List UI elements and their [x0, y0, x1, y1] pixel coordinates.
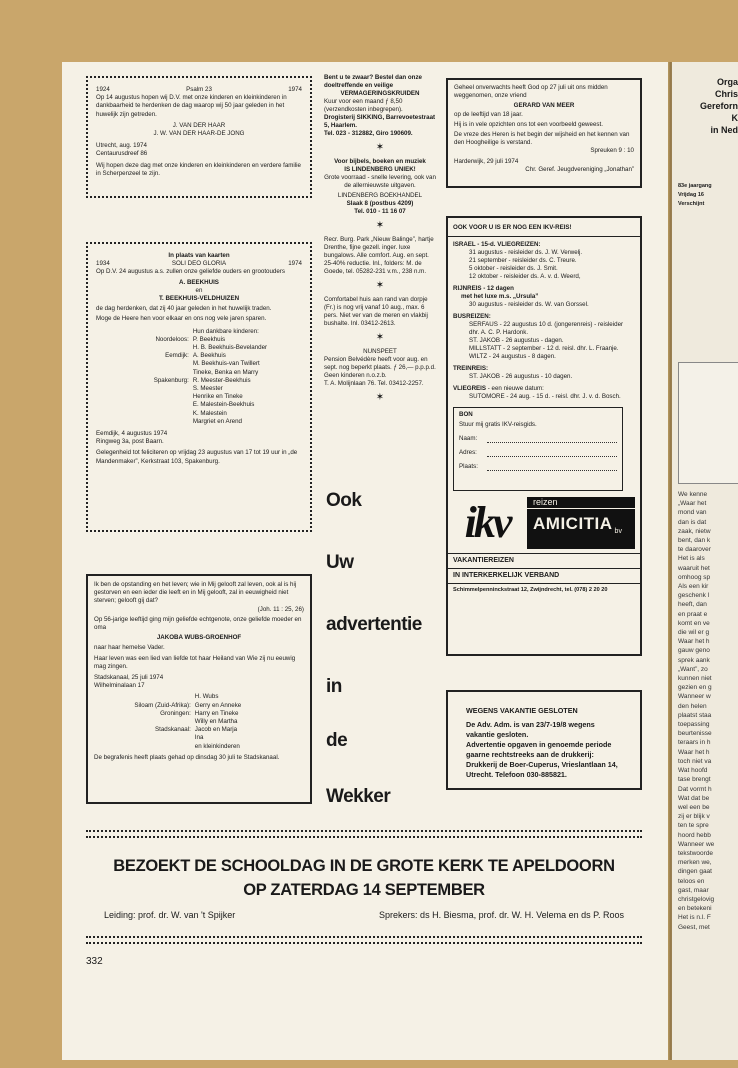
star-separator-icon: ✶	[375, 392, 385, 403]
right-page-body-line: dingen gaat	[678, 868, 712, 876]
big-word-de: de	[326, 730, 348, 751]
ikv-rijn-sub: met het luxe m.s. „Ursula”	[461, 293, 539, 300]
right-page-body-line: gezien en g	[678, 684, 712, 692]
ikv-divider	[448, 236, 640, 237]
right-page-meta-line: 83e jaargang	[678, 183, 712, 189]
right-page-body-line: Dat vormt h	[678, 785, 712, 793]
ann2-closing: Gelegenheid tot feliciteren op vrijdag 23 augustus van 17 tot 19 uur in „de Mandenmaker”, Kerkstraat 103, Spakenburg.	[96, 449, 298, 465]
ikv-vlieg-title: VLIEGREIS	[453, 385, 487, 392]
family-names	[195, 702, 304, 710]
family-names	[195, 710, 304, 726]
ann2-yearline	[96, 260, 302, 268]
ikv-trip-item: ST. JAKOB - 26 augustus - dagen.	[469, 337, 564, 344]
coupon-city-row[interactable]	[459, 463, 617, 471]
right-page-meta	[678, 182, 712, 209]
ann1-closing: Wij hopen deze dag met onze kinderen en kleinkinderen en verdere familie in Scherpenzeel te zijn.	[96, 161, 301, 177]
right-page-body-line: zaak, nietw	[678, 527, 711, 535]
right-page-body-line: komt en ve	[678, 619, 710, 627]
ann1-place: Utrecht, aug. 1974	[96, 142, 147, 150]
right-page-body-line: beurtenisse	[678, 730, 712, 738]
ikv-trip-item: 21 september - reisleider ds. C. Treure.	[469, 257, 577, 264]
ikv-vlieg-list	[453, 393, 635, 401]
right-page-body-line: Als een kir	[678, 583, 709, 591]
ann3-text: Op 56-jarige leeftijd ging mijn geliefde echtgenote, onze geliefde moeder en oma	[94, 615, 302, 632]
ann2-place: Eemdijk, 4 augustus 1974	[96, 430, 168, 438]
ann1-addr: Centaurusdreef 86	[96, 150, 148, 158]
meer-text: Geheel onverwachts heeft God op 27 juli uit ons midden weggenomen, onze vriend	[454, 84, 608, 100]
big-word-in: in	[326, 676, 342, 697]
ikv-bus-title: BUSREIZEN:	[453, 313, 491, 320]
ikv-vlieg-line	[453, 385, 635, 393]
ikv-trip-item: 31 augustus - reisleider ds. J. W. Verwelj.	[469, 249, 583, 256]
ann1-psalm: Psalm 23	[186, 86, 212, 93]
family-name: H. B. Beekhuis-Bevelander	[192, 344, 268, 352]
right-page-header-line: in Ned	[710, 125, 738, 135]
right-page-body-line: We kenne	[678, 491, 708, 498]
banner-line2: OP ZATERDAG 14 SEPTEMBER	[243, 881, 485, 899]
right-page-body-line: Wat hoofd	[678, 767, 708, 775]
schooldag-banner	[86, 840, 642, 920]
ad2-text: Grote voorraad - snelle levering, ook van de allernieuwste uitgaven.	[324, 174, 436, 189]
ikv-trip-item: WILTZ - 24 augustus - 8 dagen.	[469, 353, 556, 360]
meer-age: op de leeftijd van 18 jaar.	[454, 110, 523, 118]
right-page-body-line: merken we,	[678, 859, 712, 867]
ikv-rijn-list	[453, 301, 635, 309]
obituary-gerard-van-meer	[446, 78, 642, 188]
right-page-header-line: Chris	[714, 89, 738, 99]
amicitia-line	[527, 509, 635, 539]
coupon-address-row[interactable]	[459, 449, 617, 457]
right-page-body-line: gast, maar	[678, 886, 709, 894]
right-page-body-line: ten te spre	[678, 822, 709, 830]
ann1-header	[96, 86, 302, 94]
ikv-divider	[448, 568, 640, 569]
meer-name: GERARD VAN MEER	[513, 102, 575, 110]
right-page-header-line: Gereforn	[699, 101, 738, 111]
ad4-text: Comfortabel huis aan rand van dorpje (Fr.) is nog vrij vanaf 10 aug., max. 6 pers. Niet ver van de meren en vlakbij bushalte. Inl. 03412-2613.	[324, 296, 428, 327]
ann1-year2: 1974	[288, 86, 302, 93]
ad1-head: Bent u te zwaar? Bestel dan onze doeltreffende en veilige	[324, 74, 422, 89]
family-names	[193, 352, 302, 377]
ikv-head: OOK VOOR U IS ER NOG EEN IKV-REIS!	[453, 224, 572, 231]
ikv-travel-ad	[446, 216, 642, 656]
right-page-body-line: Wat dat be	[678, 794, 710, 802]
coupon-text: Stuur mij gratis IKV-reisgids.	[459, 421, 537, 428]
banner-sprekers: Sprekers: ds H. Biesma, prof. dr. W. H. Velema en ds P. Roos	[379, 910, 624, 920]
ad1-text: Kuur voor een maand ƒ 8,50 (verzendkosten inbegrepen).	[324, 98, 403, 113]
coupon-name-row[interactable]	[459, 435, 617, 443]
right-page-body-line: die wil er g	[678, 629, 710, 637]
ann2-motto: SOLI DEO GLORIA	[171, 260, 227, 268]
ikv-bus-list	[453, 321, 635, 361]
ann2-name2: T. BEEKHUIS-VELDHUIZEN	[158, 295, 240, 303]
right-page-body-line: „Waar het	[678, 500, 707, 508]
right-page-body-line: toepassing	[678, 721, 710, 729]
ann3-closing: De begrafenis heeft plaats gehad op dinsdag 30 juli te Stadskanaal.	[94, 753, 280, 761]
family-name: Harry en Tineke	[194, 709, 239, 717]
ikv-addr: Schimmelpenninckstraat 12, Zwijndrecht, tel. (078) 2 20 20	[453, 587, 608, 593]
right-page-body-line: heeft, dan	[678, 601, 707, 609]
ad2-tel: Tel. 010 - 11 16 07	[354, 208, 406, 215]
right-page-body-line: wel een be	[678, 803, 710, 811]
ann3-name: JAKOBA WUBS-GROENHOF	[156, 634, 242, 642]
ikv-trip-item: SUTOMORE - 24 aug. - 15 d. - reisl. dhr. J. v. d. Bosch.	[469, 393, 621, 400]
amicitia-block	[527, 497, 635, 549]
ikv-divider	[448, 583, 640, 584]
middle-column	[324, 74, 436, 408]
right-page-meta-line: Vrijdag 16	[678, 192, 704, 198]
family-row	[94, 726, 304, 751]
anniversary-announcement-beekhuis	[86, 242, 312, 532]
family-place: Eemdijk:	[165, 352, 189, 360]
right-page-body-line: plaatst staa	[678, 711, 712, 719]
right-page-body	[678, 490, 714, 932]
family-place: Spakenburg:	[153, 376, 189, 384]
ikv-rijn-title: RIJNREIS - 12 dagen	[453, 285, 514, 292]
right-page-body-line: den helen	[678, 702, 707, 710]
ann2-year1: 1934	[96, 260, 110, 268]
right-page-body-line: teloos en	[678, 877, 705, 885]
ann2-text: Op D.V. 24 augustus a.s. zullen onze geliefde ouders en grootouders	[96, 268, 285, 276]
right-page-body-line: Het is n.l. F	[678, 914, 711, 922]
family-names	[193, 336, 302, 352]
ikv-logo-text: ikv	[464, 498, 510, 547]
family-place: Siloam (Zuid-Afrika):	[134, 701, 191, 709]
coupon-city-label: Plaats:	[459, 463, 478, 470]
amicitia-reizen: reizen	[527, 497, 635, 509]
family-name: en kleinkinderen	[194, 742, 240, 750]
family-row	[96, 352, 302, 377]
family-names	[195, 726, 304, 751]
anniversary-announcement-vanderhaar	[86, 76, 312, 198]
ann3-place: Stadskanaal, 25 juli 1974	[94, 674, 164, 682]
ann2-year2: 1974	[288, 260, 302, 268]
right-page-meta-line: Verschijnt	[678, 201, 705, 207]
ikv-israel-list	[453, 249, 635, 281]
family-name: Tineke, Benka en Marry	[192, 368, 259, 376]
family-name: Gerry en Anneke	[194, 701, 242, 709]
vacation-title: WEGENS VAKANTIE GESLOTEN	[466, 706, 578, 715]
banner-leiding: Leiding: prof. dr. W. van 't Spijker	[104, 910, 236, 920]
family-row	[94, 710, 304, 726]
right-page-body-line: tekstwoorde	[678, 849, 714, 857]
ad2-addr: Slaak 8 (postbus 4209)	[346, 200, 414, 207]
right-page-body-line: mond van	[678, 509, 707, 517]
right-page-body-line: Waar het h	[678, 748, 710, 756]
meer-sender: Chr. Geref. Jeugdvereniging „Jonathan”	[525, 165, 634, 173]
ann2-en: en	[195, 286, 203, 294]
ann2-header: In plaats van kaarten	[168, 252, 230, 259]
family-place: Stadskanaal:	[155, 726, 191, 734]
meer-text2: Hij is in vele opzichten ons tot een voorbeeld geweest.	[454, 120, 603, 128]
amicitia-bv: bv	[614, 528, 622, 535]
ikv-trip-item: 5 oktober - reisleider ds. J. Smit.	[469, 265, 558, 272]
ikv-trip-item: 30 augustus - reisleider ds. W. van Gorssel.	[469, 301, 589, 308]
coupon-city-field[interactable]	[487, 463, 617, 471]
family-row	[96, 377, 302, 426]
ad2-head: Voor bijbels, boeken en muziek	[334, 158, 426, 165]
ad2-shop: LINDENBERG BOEKHANDEL	[337, 192, 423, 199]
right-page-body-line: dan is dat	[678, 518, 707, 526]
right-page-body-line: Geest, met	[678, 923, 710, 931]
meer-place: Harderwijk, 29 juli 1974	[454, 157, 519, 165]
right-page-header	[676, 76, 738, 136]
big-word-advertentie: advertentie	[326, 614, 422, 635]
right-page-body-line: bent, dan k	[678, 537, 711, 545]
ann3-family-list	[94, 702, 304, 751]
star-separator-icon: ✶	[375, 220, 385, 231]
right-page-body-line: Wanneer w	[678, 693, 711, 701]
ikv-vlieg-sub: - een nieuwe datum:	[487, 385, 544, 392]
vacation-text2: Advertentie opgaven in genoemde periode gaarne rechtstreeks aan de drukkerij:	[466, 740, 612, 759]
ikv-logo-area	[451, 497, 635, 549]
meer-text3: De vreze des Heren is het begin der wijsheid en het kennen van den Hoogheilige is verstand.	[454, 131, 630, 147]
ad5-title: NUNSPEET	[363, 348, 397, 355]
right-page-body-line: tase brengt	[678, 776, 711, 784]
ann3-head: H. Wubs	[194, 693, 219, 701]
family-name: M. Beekhuis-van Twillert	[192, 360, 260, 368]
vacation-text: De Adv. Adm. is van 23/7-19/8 wegens vakantie gesloten.	[466, 720, 595, 739]
ann3-text2: naar haar hemelse Vader.	[94, 644, 165, 652]
ikv-vak: VAKANTIEREIZEN	[453, 557, 514, 564]
ikv-israel-title: ISRAEL - 15-d. VLIEGREIZEN:	[453, 241, 541, 248]
banner-footer	[86, 910, 642, 920]
ann3-ref: (Joh. 11 : 25, 26)	[257, 605, 304, 613]
ad1-shop: Drogisterij SIKKING, Barrevoetestraat 5, Haarlem.	[324, 114, 436, 129]
right-page-header-line: K	[731, 113, 738, 123]
right-page-body-line: teraars in h	[678, 739, 711, 747]
ann2-name1: A. BEEKHUIS	[179, 278, 219, 286]
ann2-addr: Ringweg 3a, post Baarn.	[96, 438, 164, 446]
family-name: S. Meester	[192, 385, 223, 393]
ann1-name2: J. W. VAN DER HAAR-DE JONG	[153, 130, 245, 138]
ad1-tel: Tel. 023 - 312882, Giro 190609.	[324, 130, 413, 137]
ikv-divider	[448, 553, 640, 554]
decorative-border-top	[86, 830, 642, 838]
right-page-body-line: Het is als	[678, 555, 705, 563]
family-place: Groningen:	[160, 709, 191, 717]
ikv-trip-item: SERFAUS - 22 augustus 10 d. (jongerenreis) - reisleider dhr. A. C. P. Hardonk.	[469, 321, 624, 336]
ann3-quote: Ik ben de opstanding en het leven; wie in Mij gelooft zal leven, ook al is hij gestorven en een ieder die leeft en in Mij gelooft, zal in eeuwigheid niet sterven; gelooft gij dat?	[94, 581, 297, 605]
right-page-body-line: sprek aank	[678, 656, 710, 664]
ikv-trip-item: 12 oktober - reisleider ds. A. v. d. Weerd,	[469, 273, 581, 280]
ann2-thanks: Hun dankbare kinderen:	[192, 327, 259, 335]
right-page-body-line: toch niet va	[678, 757, 712, 765]
ikv-trip-item: ST. JAKOB - 26 augustus - 10 dagen.	[469, 373, 573, 380]
right-page-body-line: Waar het h	[678, 638, 710, 646]
family-place: Noordeloos:	[155, 335, 189, 343]
amicitia-name: AMICITIA	[533, 514, 613, 533]
ann3-addr: Wilhelminalaan 17	[94, 682, 145, 690]
ikv-logo	[451, 497, 523, 549]
ann3-text3: Haar leven was een lied van liefde tot haar Heiland van Wie zij nu eeuwig mag zingen.	[94, 654, 296, 670]
ann1-name1: J. VAN DER HAAR	[172, 121, 226, 129]
right-page-body-line: kunnen niet	[678, 675, 712, 683]
family-name: Henrike en Tineke	[192, 393, 243, 401]
vacation-text3: Drukkerij de Boer-Cuperus, Vrieslantlaan 14, Utrecht. Telefoon 030-885821.	[466, 760, 618, 779]
family-name: P. Beekhuis	[192, 335, 226, 343]
big-word-ook: Ook	[326, 490, 362, 511]
coupon-name-label: Naam:	[459, 435, 478, 442]
ann2-text3: Moge de Heere hen voor elkaar en ons nog vele jaren sparen.	[96, 315, 267, 323]
right-page-body-line: „Want”, zo	[678, 665, 708, 673]
right-page-body-line: te daarover	[678, 546, 711, 554]
banner-line1: BEZOEKT DE SCHOOLDAG IN DE GROTE KERK TE APELDOORN	[113, 857, 615, 875]
big-word-wekker: Wekker	[326, 786, 391, 807]
right-page-body-line: christgelovig	[678, 895, 715, 903]
coupon-address-field[interactable]	[487, 449, 617, 457]
ad1-title: VERMAGERINGSKRUIDEN	[340, 90, 420, 97]
right-page-body-line: Wanneer we	[678, 840, 715, 848]
meer-ref: Spreuken 9 : 10	[590, 147, 634, 155]
family-name: Jacob en Marja	[194, 726, 238, 734]
ann2-text2: de dag herdenken, dat zij 40 jaar geleden in het huwelijk traden.	[96, 305, 272, 313]
ad3-text: Recr. Burg. Park „Nieuw Balinge”, hartje Drenthe, fijne gezell. inger. luxe bungalows. Alle comfort. Aug. en sept. 25-40% reductie. Inl., folders: M. de Goede, tel. 05282-231 v.m., 238 n.m.	[324, 236, 434, 275]
right-page-header-line: Orga	[716, 77, 738, 87]
ikv-trein-title: TREINREIS:	[453, 365, 489, 372]
right-page-image	[678, 362, 738, 484]
family-name: K. Malestein	[192, 409, 227, 417]
right-page-body-line: omhoog sp	[678, 573, 711, 581]
family-name: Willy en Martha	[194, 718, 238, 726]
family-row	[94, 702, 304, 710]
family-name: Ina	[194, 734, 204, 742]
right-page-body-line: gauw geno	[678, 647, 710, 655]
decorative-border-bottom	[86, 936, 642, 944]
ikv-coupon[interactable]	[453, 407, 623, 491]
star-separator-icon: ✶	[375, 280, 385, 291]
coupon-address-label: Adres:	[459, 449, 477, 456]
right-page-body-line: hoord hebb	[678, 831, 711, 839]
family-row	[96, 336, 302, 352]
right-page-body-line: waaruit het	[678, 564, 710, 572]
ann1-year1: 1924	[96, 86, 110, 93]
right-page-body-line: geschenk l	[678, 592, 710, 600]
family-name: Margriet en Arend	[192, 417, 242, 425]
right-page-body-line: zij er blijk v	[678, 813, 710, 821]
page-number: 332	[86, 956, 103, 967]
right-page-body-line: en betekeni	[678, 905, 712, 913]
ann2-family-list	[96, 336, 302, 426]
ikv-verband: IN INTERKERKELIJK VERBAND	[453, 572, 560, 579]
right-page-fragment	[672, 62, 738, 1060]
right-page-body-line: en praat e	[678, 610, 708, 618]
star-separator-icon: ✶	[375, 142, 385, 153]
family-name: R. Meester-Beekhuis	[192, 376, 251, 384]
ikv-trip-item: MILLSTATT - 2 september - 12 d. reisl. dhr. L. Fraanje.	[469, 345, 619, 352]
ad5-text: Pension Belvédère heeft voor aug. en sept. nog beperkt plaats. ƒ 26,— p.p.p.d. Geen kinderen n.o.z.b.	[324, 356, 436, 379]
ann1-text: Op 14 augustus hopen wij D.V. met onze kinderen en kleinkinderen in dankbaarheid te herdenken de dag waarop wij 50 jaar geleden in het huwelijk zijn getreden.	[96, 94, 287, 118]
ad5-contact: T. A. Molijnlaan 76. Tel. 03412-2257.	[324, 380, 424, 387]
family-name: A. Beekhuis	[192, 352, 226, 360]
family-names	[193, 377, 302, 426]
ikv-trein-list	[453, 373, 635, 381]
coupon-name-field[interactable]	[487, 435, 617, 443]
coupon-title: BON	[459, 411, 473, 418]
big-word-uw: Uw	[326, 552, 354, 573]
vacation-notice	[446, 690, 642, 790]
obituary-wubs-groenhof	[86, 574, 312, 804]
family-name: E. Malestein-Beekhuis	[192, 401, 255, 409]
star-separator-icon: ✶	[375, 332, 385, 343]
ad2-title: IS LINDENBERG UNIEK!	[344, 166, 416, 173]
